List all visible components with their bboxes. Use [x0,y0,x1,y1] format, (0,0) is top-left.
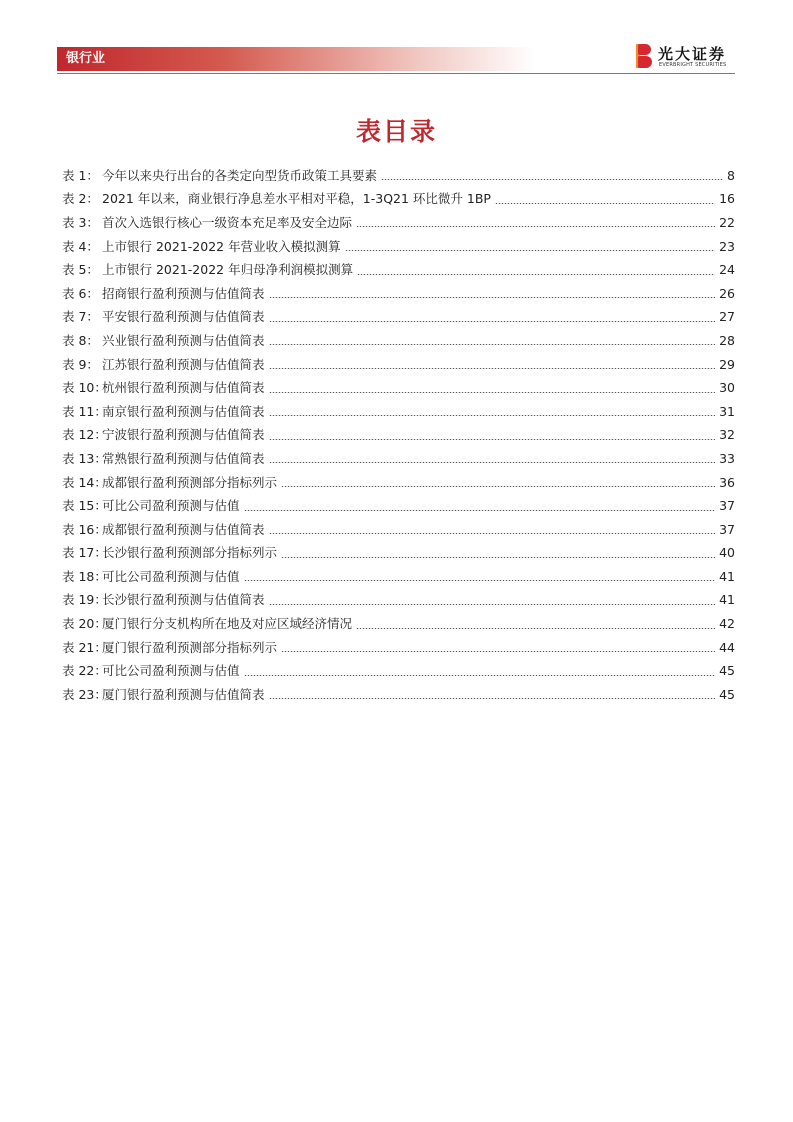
toc-entry-page: 28 [719,332,735,348]
header-divider [57,73,735,74]
toc-entry[interactable] [62,188,735,212]
toc-entry[interactable] [62,329,735,353]
table-of-contents [62,164,735,707]
toc-leader-dots [269,415,716,416]
toc-leader-dots [269,321,716,322]
toc-entry-page: 37 [719,498,735,514]
toc-entry[interactable] [62,494,735,518]
toc-leader-dots [357,274,715,275]
toc-entry[interactable] [62,258,735,282]
toc-entry-title: 南京银行盈利预测与估值简表 [102,403,265,419]
toc-entry-page: 26 [719,285,735,301]
toc-entry-page: 45 [719,686,735,702]
toc-entry-number: 表 19： [62,592,107,608]
toc-leader-dots [244,580,716,581]
toc-entry-title: 招商银行盈利预测与估值简表 [102,285,265,301]
toc-entry-page: 45 [719,663,735,679]
toc-entry-title: 可比公司盈利预测与估值 [102,663,240,679]
toc-entry-title: 首次入选银行核心一级资本充足率及安全边际 [102,214,353,230]
toc-entry-number: 表 21： [62,639,107,655]
toc-entry-number: 表 17： [62,545,107,561]
toc-entry-page: 8 [727,167,735,183]
toc-entry-page: 22 [719,214,735,230]
toc-entry-title: 上市银行 2021-2022 年归母净利润模拟测算 [102,262,354,278]
toc-entry[interactable] [62,518,735,542]
toc-entry-page: 44 [719,639,735,655]
brand-name-en: EVERBRIGHT SECURITIES [659,62,727,68]
toc-entry[interactable] [62,306,735,330]
toc-entry-number: 表 22： [62,663,107,679]
toc-entry-page: 31 [719,403,735,419]
toc-leader-dots [495,203,715,204]
toc-entry-number: 表 1： [62,167,99,183]
toc-entry-title: 可比公司盈利预测与估值 [102,568,240,584]
toc-entry[interactable] [62,659,735,683]
toc-entry[interactable] [62,542,735,566]
toc-entry-title: 上市银行 2021-2022 年营业收入模拟测算 [102,238,341,254]
toc-leader-dots [244,675,716,676]
toc-entry-page: 37 [719,521,735,537]
toc-entry-number: 表 11： [62,403,107,419]
toc-leader-dots [269,439,716,440]
toc-entry-number: 表 14： [62,474,107,490]
page-title: 表目录 [355,117,437,146]
toc-entry-page: 42 [719,616,735,632]
toc-entry-title: 可比公司盈利预测与估值 [102,498,240,514]
toc-entry-page: 32 [719,427,735,443]
toc-leader-dots [345,250,716,251]
brand-name-cn: 光大证券 [658,45,727,63]
toc-entry-number: 表 15： [62,498,107,514]
toc-entry-number: 表 18： [62,568,107,584]
toc-entry-title: 厦门银行分支机构所在地及对应区域经济情况 [102,616,353,632]
toc-entry[interactable] [62,683,735,707]
toc-entry[interactable] [62,353,735,377]
toc-entry-number: 表 13： [62,450,107,466]
toc-entry[interactable] [62,565,735,589]
toc-entry-title: 2021 年以来，商业银行净息差水平相对平稳，1-3Q21 环比微升 1BP [102,191,491,207]
toc-entry-title: 杭州银行盈利预测与估值简表 [102,380,265,396]
toc-entry-title: 兴业银行盈利预测与估值简表 [102,332,265,348]
toc-leader-dots [356,226,715,227]
toc-entry-page: 36 [719,474,735,490]
section-label: 银行业 [66,51,106,66]
toc-entry[interactable] [62,376,735,400]
toc-entry-page: 41 [719,592,735,608]
toc-entry-title: 厦门银行盈利预测部分指标列示 [102,639,278,655]
toc-entry-page: 33 [719,450,735,466]
toc-entry-number: 表 23： [62,686,107,702]
toc-entry-number: 表 10： [62,380,107,396]
toc-entry-page: 40 [719,545,735,561]
toc-leader-dots [269,533,716,534]
toc-entry-page: 16 [719,191,735,207]
toc-entry-number: 表 6： [62,285,99,301]
toc-entry-number: 表 8： [62,332,99,348]
toc-leader-dots [269,297,716,298]
toc-entry-number: 表 3： [62,214,99,230]
toc-entry[interactable] [62,282,735,306]
toc-entry-number: 表 2： [62,191,99,207]
toc-entry-title: 宁波银行盈利预测与估值简表 [102,427,265,443]
toc-leader-dots [269,368,716,369]
toc-entry-number: 表 16： [62,521,107,537]
toc-entry-page: 29 [719,356,735,372]
brand-mark-icon [636,42,654,70]
toc-entry[interactable] [62,235,735,259]
toc-entry-title: 厦门银行盈利预测与估值简表 [102,686,265,702]
toc-entry[interactable] [62,636,735,660]
toc-entry[interactable] [62,424,735,448]
toc-entry-number: 表 12： [62,427,107,443]
toc-leader-dots [269,698,716,699]
toc-leader-dots [281,486,715,487]
toc-entry-title: 长沙银行盈利预测部分指标列示 [102,545,278,561]
toc-leader-dots [269,462,716,463]
toc-entry-number: 表 4： [62,238,99,254]
toc-entry[interactable] [62,211,735,235]
toc-leader-dots [269,344,716,345]
toc-entry-page: 41 [719,568,735,584]
toc-entry[interactable] [62,164,735,188]
toc-entry-page: 30 [719,380,735,396]
toc-leader-dots [356,628,715,629]
toc-entry[interactable] [62,447,735,471]
toc-entry-title: 平安银行盈利预测与估值简表 [102,309,265,325]
toc-entry[interactable] [62,612,735,636]
toc-entry-page: 24 [719,262,735,278]
toc-entry[interactable] [62,400,735,424]
toc-entry-title: 常熟银行盈利预测与估值简表 [102,450,265,466]
toc-entry-title: 成都银行盈利预测与估值简表 [102,521,265,537]
toc-entry-number: 表 5： [62,262,99,278]
toc-entry-page: 27 [719,309,735,325]
toc-entry-number: 表 9： [62,356,99,372]
toc-leader-dots [281,557,715,558]
toc-leader-dots [381,179,723,180]
toc-entry[interactable] [62,589,735,613]
toc-leader-dots [281,651,715,652]
toc-entry-number: 表 20： [62,616,107,632]
toc-entry-title: 成都银行盈利预测部分指标列示 [102,474,278,490]
toc-entry-title: 江苏银行盈利预测与估值简表 [102,356,265,372]
toc-leader-dots [269,392,716,393]
toc-entry-title: 长沙银行盈利预测与估值简表 [102,592,265,608]
header-band [57,47,535,71]
toc-entry[interactable] [62,471,735,495]
toc-entry-title: 今年以来央行出台的各类定向型货币政策工具要素 [102,167,378,183]
toc-entry-page: 23 [719,238,735,254]
toc-leader-dots [269,604,716,605]
toc-entry-number: 表 7： [62,309,99,325]
toc-leader-dots [244,510,716,511]
brand-logo [636,42,736,70]
